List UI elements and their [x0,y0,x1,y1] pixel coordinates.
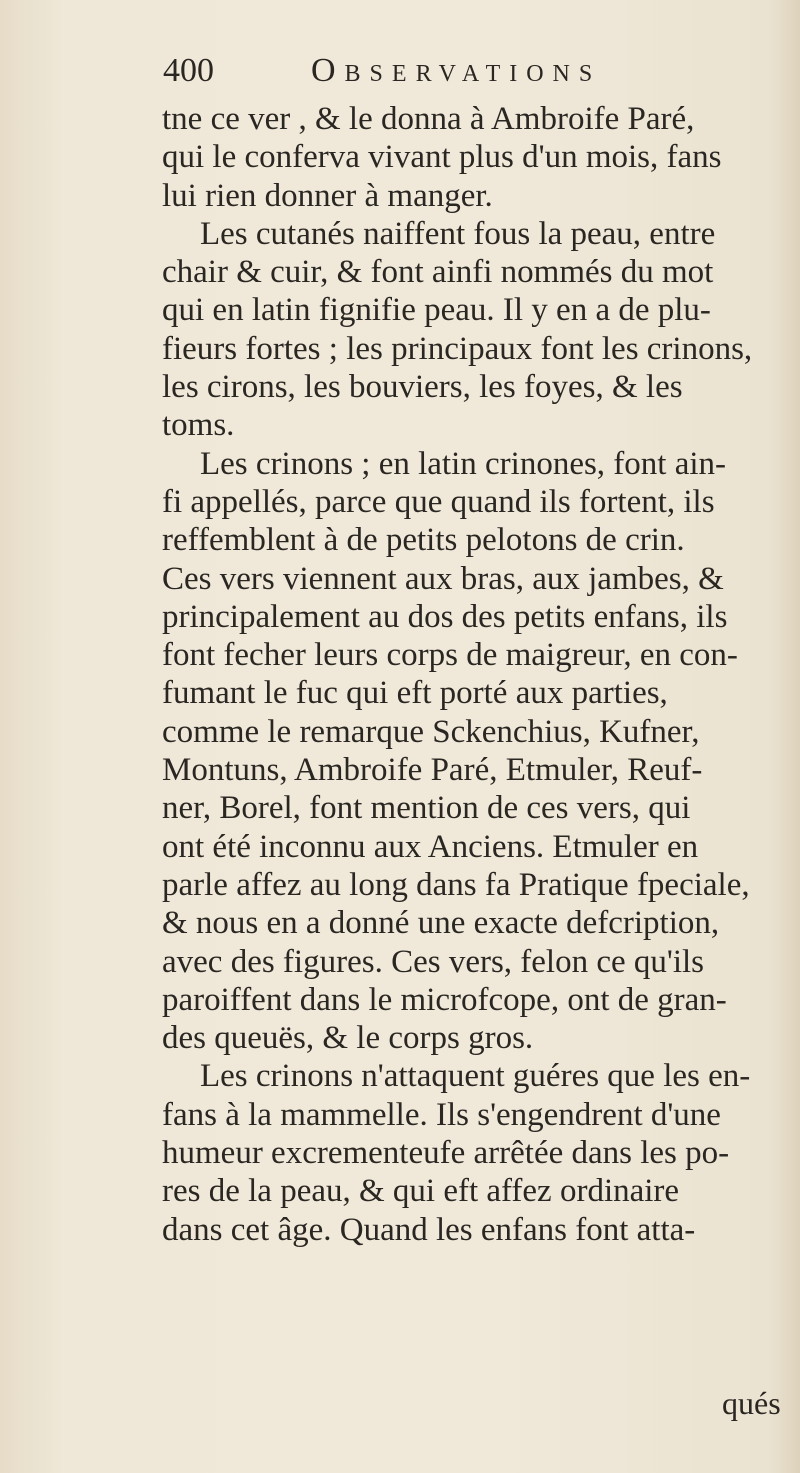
paragraph-start-line: Les crinons n'attaquent guéres que les en- [200,1058,751,1095]
text-line: principalement au dos des petits enfans, ils [162,598,728,635]
text-line: ont été inconnu aux Anciens. Etmuler en [162,828,699,865]
text-line: fi appellés, parce que quand ils fortent, ils [162,483,715,520]
text-line: des queuës, & le corps gros. [162,1020,534,1057]
page-number: 400 [163,52,214,89]
text-line: qui le conferva vivant plus d'un mois, fans [162,139,722,176]
text-line: Ces vers viennent aux bras, aux jambes, & [162,560,724,597]
text-line: tne ce ver , & le donna à Ambroife Paré, [162,101,695,137]
text-line: res de la peau, & qui eft affez ordinaire [162,1173,680,1210]
catchword: qués [722,1385,781,1421]
paragraph-start-line: Les cutanés naiffent fous la peau, entre [200,215,716,252]
text-line: toms. [162,407,235,444]
text-line: les cirons, les bouviers, les foyes, & les [162,369,683,406]
running-title: Observations [311,52,602,89]
text-line: comme le remarque Sckenchius, Kufner, [162,713,700,750]
text-line: fumant le fuc qui eft porté aux parties, [162,675,668,712]
text-line: fans à la mammelle. Ils s'engendrent d'une [162,1096,721,1133]
paragraph-start-line: Les crinons ; en latin crinones, font ain- [200,445,727,482]
body-text [162,100,792,1249]
text-line: chair & cuir, & font ainfi nommés du mot [162,254,714,291]
text-line: font fecher leurs corps de maigreur, en con- [162,637,738,674]
text-line: reffemblent à de petits pelotons de crin. [162,522,685,559]
page-header [163,52,723,102]
text-line: Montuns, Ambroife Paré, Etmuler, Reuf- [162,752,703,789]
text-line: lui rien donner à manger. [162,177,493,214]
text-line: qui en latin fignifie peau. Il y en a de plu- [162,292,711,329]
text-line: ner, Borel, font mention de ces vers, qui [162,790,691,827]
text-line: humeur excrementeufe arrêtée dans les po- [162,1135,730,1172]
text-line: fieurs fortes ; les principaux font les crinons, [162,330,753,367]
text-line: avec des figures. Ces vers, felon ce qu'ils [162,943,705,980]
text-line: & nous en a donné une exacte defcription, [162,905,720,942]
text-line: parle affez au long dans fa Pratique fpeciale, [162,866,750,903]
text-line: paroiffent dans le microfcope, ont de gran- [162,981,727,1018]
text-line: dans cet âge. Quand les enfans font atta- [162,1211,696,1248]
